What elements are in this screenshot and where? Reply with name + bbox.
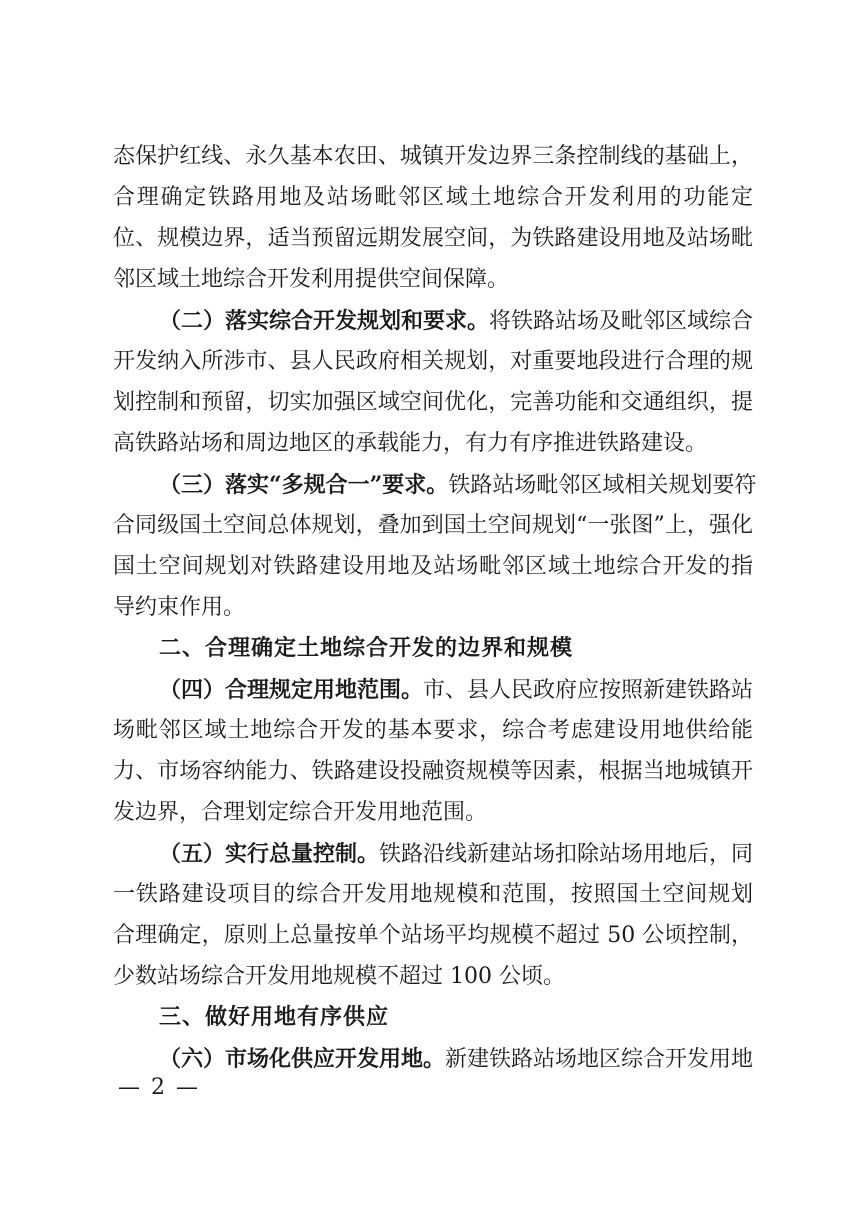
paragraph-line: 导约束作用。 — [113, 595, 246, 620]
paragraph-lead: （五）实行总量控制。 — [159, 841, 380, 867]
paragraph-text: 市、县人民政府应按照新建铁路站 — [423, 678, 754, 703]
paragraph-first-line — [159, 470, 757, 501]
paragraph-lead: （二）落实综合开发规划和要求。 — [159, 308, 490, 334]
paragraph-line: 划控制和预留，切实加强区域空间优化，完善功能和交通组织，提 — [113, 390, 753, 415]
paragraph-line: 国土空间规划对铁路建设用地及站场毗邻区域土地综合开发的指 — [113, 554, 753, 579]
paragraph-line: 一铁路建设项目的综合开发用地规模和范围，按照国土空间规划 — [113, 882, 753, 907]
paragraph-line: 力、市场容纳能力、铁路建设投融资规模等因素，根据当地城镇开 — [113, 759, 753, 784]
paragraph-lead: （四）合理规定用地范围。 — [159, 677, 424, 703]
paragraph-line: 合理确定，原则上总量按单个站场平均规模不超过 50 公顷控制， — [113, 923, 753, 948]
paragraph-line: 位、规模边界，适当预留远期发展空间，为铁路建设用地及站场毗 — [113, 226, 753, 251]
paragraph-text: 铁路站场毗邻区域相关规划要符 — [448, 473, 757, 498]
paragraph-text: 将铁路站场及毗邻区域综合 — [489, 309, 754, 334]
paragraph-first-line — [159, 306, 753, 337]
paragraph-first-line — [159, 675, 753, 706]
section-heading: 三、做好用地有序供应 — [159, 1005, 390, 1030]
paragraph-text: 新建铁路站场地区综合开发用地 — [445, 1047, 754, 1072]
paragraph-line: 开发纳入所涉市、县人民政府相关规划，对重要地段进行合理的规 — [113, 349, 753, 374]
paragraph-line: 高铁路站场和周边地区的承载能力，有力有序推进铁路建设。 — [113, 431, 708, 456]
paragraph-line: 发边界，合理划定综合开发用地范围。 — [113, 800, 488, 825]
paragraph-line: 场毗邻区域土地综合开发的基本要求，综合考虑建设用地供给能 — [113, 718, 753, 743]
section-heading: 二、合理确定土地综合开发的边界和规模 — [159, 636, 574, 661]
paragraph-line: 合同级国土空间总体规划，叠加到国土空间规划“一张图”上，强化 — [113, 513, 753, 538]
paragraph-line: 态保护红线、永久基本农田、城镇开发边界三条控制线的基础上， — [113, 144, 753, 169]
paragraph-lead: （六）市场化供应开发用地。 — [159, 1046, 446, 1072]
paragraph-line: 邻区域土地综合开发利用提供空间保障。 — [113, 267, 510, 292]
paragraph-line: 合理确定铁路用地及站场毗邻区域土地综合开发利用的功能定 — [113, 185, 753, 210]
paragraph-lead: （三）落实“多规合一”要求。 — [159, 472, 449, 498]
paragraph-line: 少数站场综合开发用地规模不超过 100 公顷。 — [113, 964, 565, 989]
paragraph-first-line — [159, 1044, 753, 1075]
paragraph-first-line — [159, 839, 753, 870]
paragraph-text: 铁路沿线新建站场扣除站场用地后，同 — [379, 842, 754, 867]
page-number: — 2 — — [118, 1075, 200, 1100]
